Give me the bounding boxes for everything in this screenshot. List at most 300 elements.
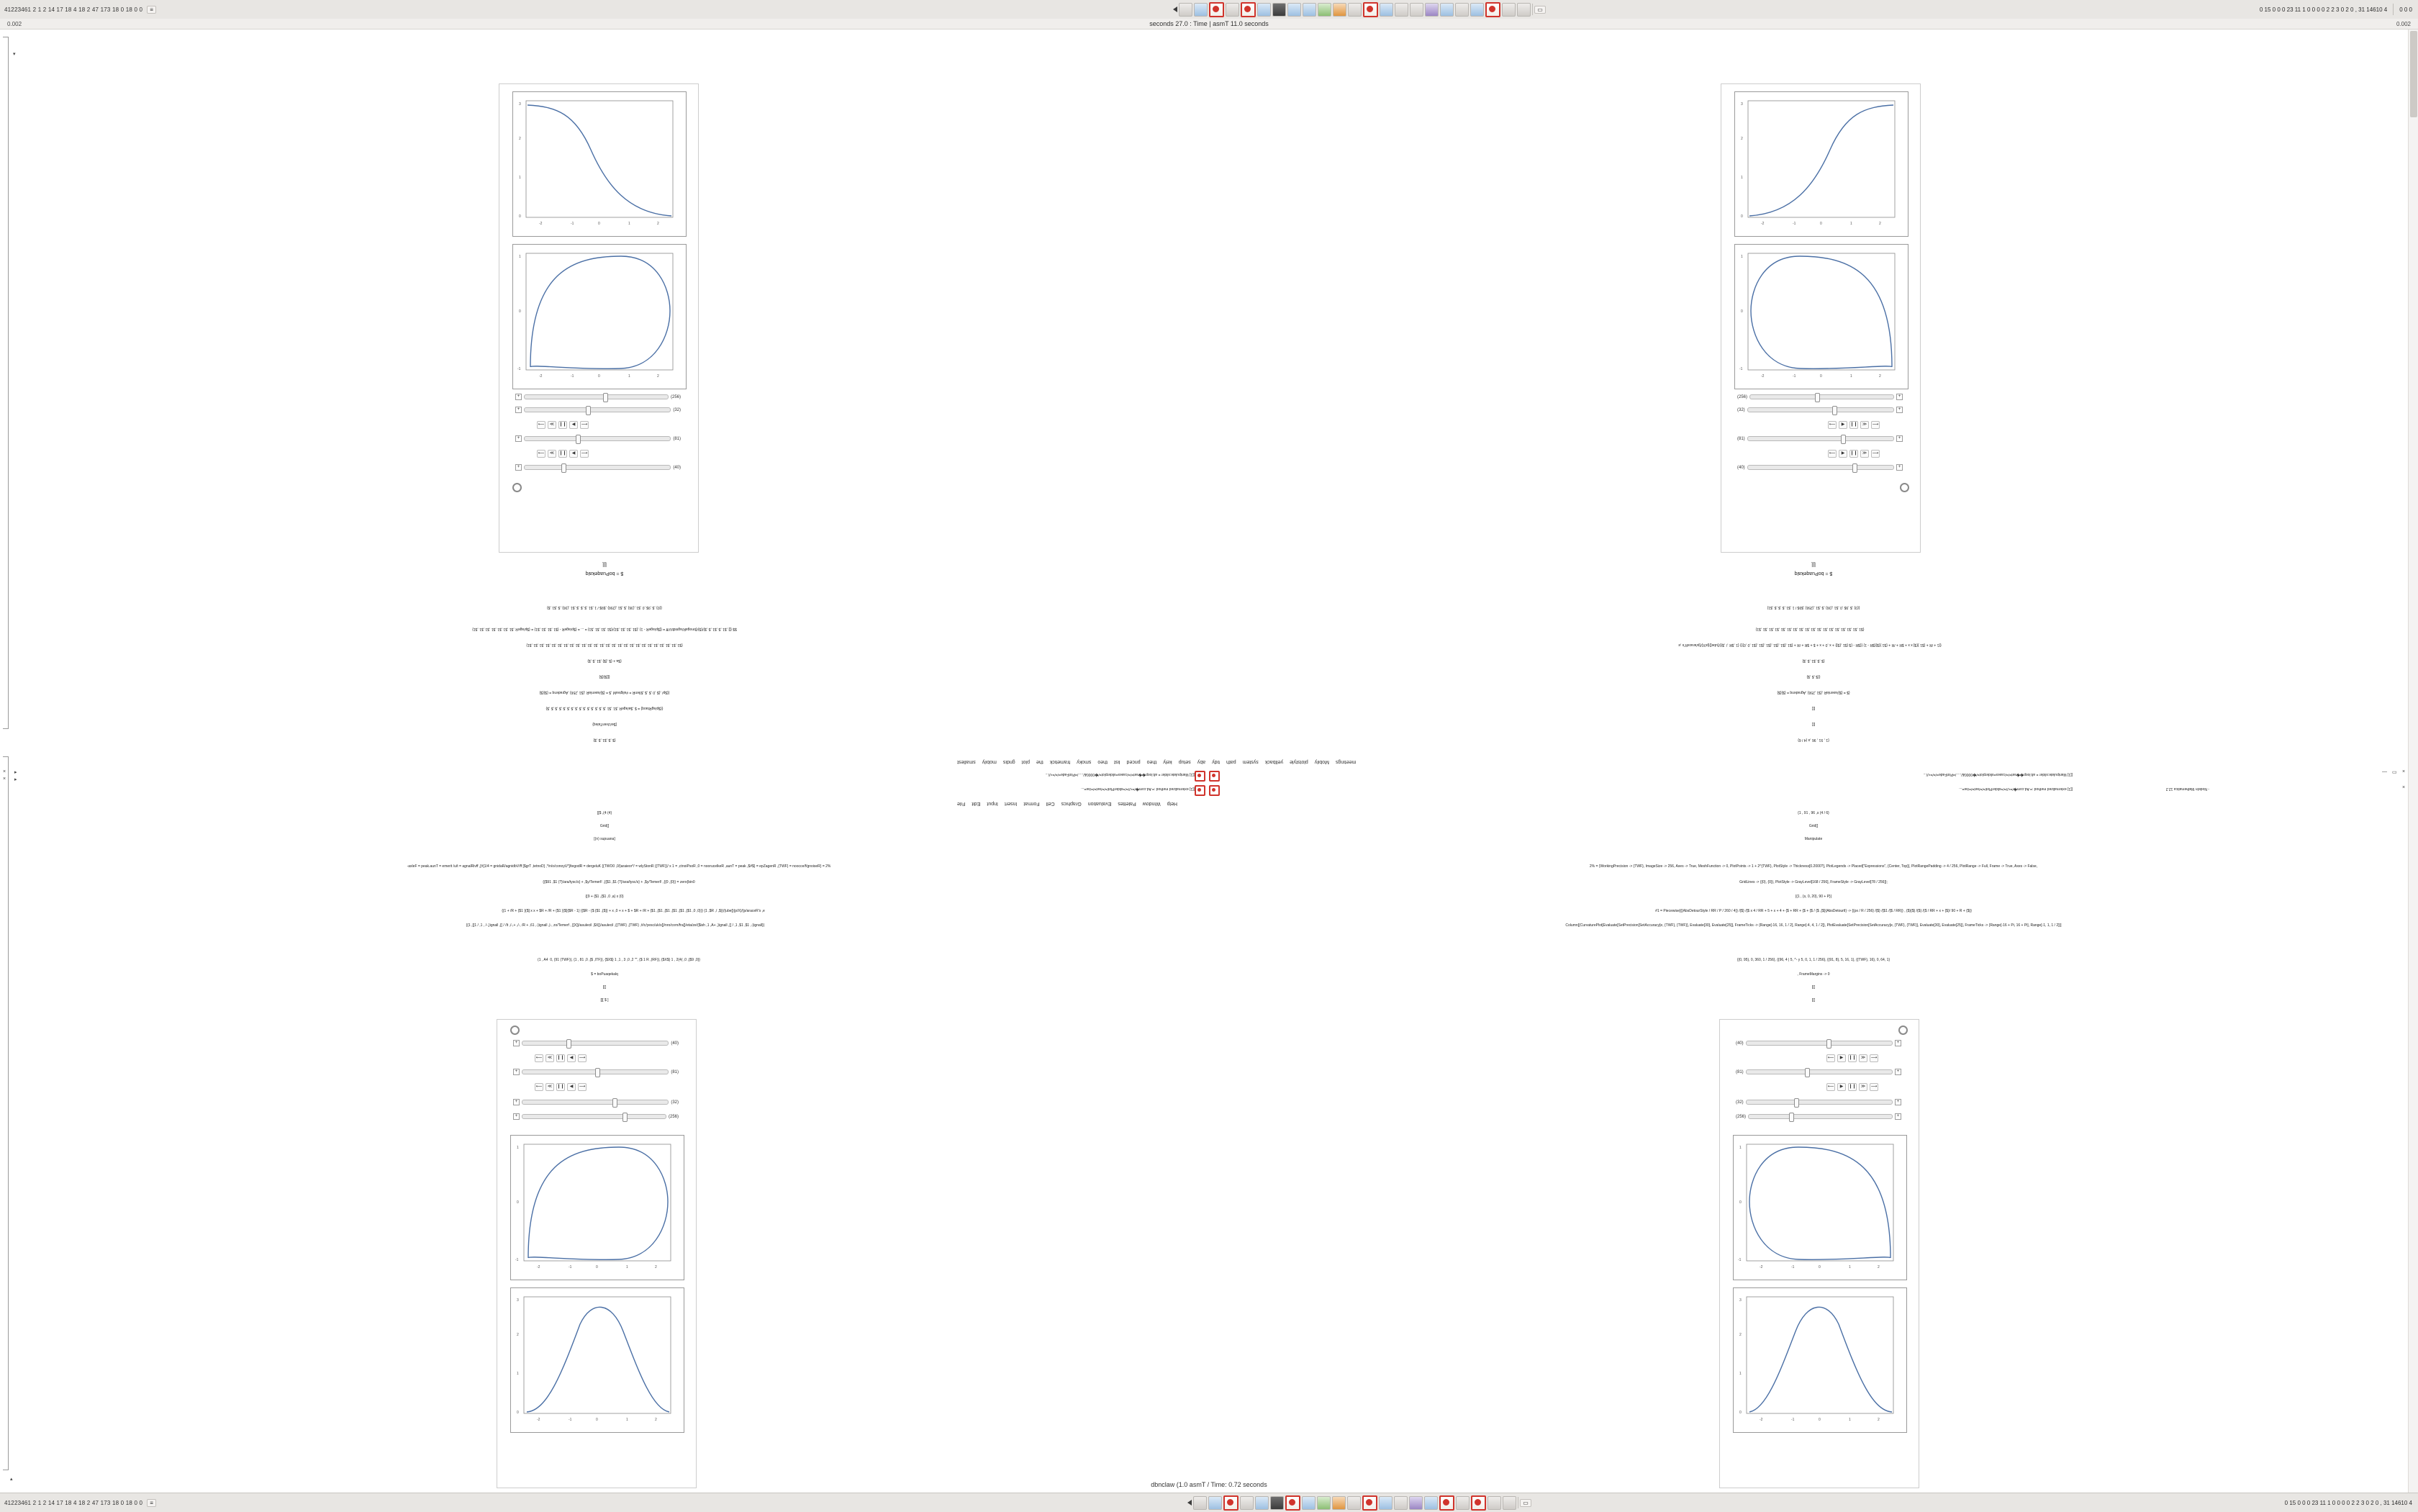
error-icon-4[interactable]: [1209, 785, 1220, 796]
slider-3[interactable]: [522, 1100, 669, 1105]
editor-icon[interactable]: [1302, 1496, 1316, 1510]
br-text-2: Grid[[: [1808, 824, 1819, 828]
cloud-icon[interactable]: [1488, 1496, 1501, 1510]
add-control-icon[interactable]: +: [1895, 1069, 1901, 1075]
svg-text:0: 0: [519, 214, 521, 219]
add-control-icon[interactable]: +: [515, 435, 522, 442]
add-control-icon[interactable]: +: [1895, 1113, 1901, 1120]
manipulate-panel-bottom-right[interactable]: [1719, 1019, 1919, 1488]
plot-top-right-lower: [1734, 244, 1908, 389]
control-row-4[interactable]: [1737, 464, 1903, 471]
add-control-icon[interactable]: +: [1896, 435, 1903, 442]
monitor-icon[interactable]: [1517, 3, 1531, 17]
slider-1[interactable]: [522, 1041, 669, 1046]
step-back-button[interactable]: ⟵: [537, 421, 545, 429]
add-control-icon[interactable]: +: [513, 1040, 520, 1046]
tr-line-f5: {$ ,$ ,$1 ,$ ,$}: [1802, 658, 1825, 663]
tr-line-f7: {{$ ,$ ,$}: [1806, 674, 1821, 679]
media-icon[interactable]: [1240, 1496, 1254, 1510]
menu-aby[interactable]: tidy: [1212, 759, 1220, 764]
slider-1[interactable]: [524, 394, 669, 399]
step-back-button[interactable]: ⟵: [1826, 1054, 1835, 1062]
slider-4[interactable]: [1747, 465, 1894, 470]
menu-frametick[interactable]: frametick: [1049, 759, 1071, 764]
svg-text:2: 2: [1739, 1333, 1742, 1337]
menu-insert[interactable]: Insert: [1004, 801, 1018, 806]
control-row-2[interactable]: [1737, 407, 1903, 413]
svg-text:1: 1: [519, 255, 521, 259]
menu-help[interactable]: Help: [1167, 801, 1177, 806]
svg-text:2: 2: [1741, 137, 1743, 141]
plot-top-right-upper: [1734, 91, 1908, 237]
notes-icon[interactable]: [1333, 3, 1346, 17]
svg-text:0: 0: [517, 1200, 519, 1205]
add-control-icon[interactable]: +: [1896, 394, 1903, 400]
animate-buttons-1[interactable]: [537, 421, 589, 429]
animate-buttons-2[interactable]: [535, 1083, 587, 1091]
svg-text:2: 2: [519, 137, 521, 141]
control-row-3[interactable]: [515, 435, 681, 442]
control-row-4[interactable]: [515, 464, 681, 471]
notebook-scrollbar[interactable]: [2408, 30, 2418, 1493]
menu-smoky[interactable]: aby: [1197, 759, 1206, 764]
plot-top-right-upper-svg: [1735, 92, 1908, 236]
step-back-button[interactable]: ⟵: [1828, 421, 1837, 429]
play-reverse-button[interactable]: ≪: [548, 450, 556, 458]
br-text-4: 2% = {WorkingPrecision -> {TWF}, ImageSize -> 256, Axes -> True, MeshFunction -> 0, PlotPoints -> 1 + 2^{TWF}, PlotStyle -> Thickness[0.2000?], PlotLegends -> Placed["Expressions", {Center, Top}], PlotRangePadding -> 4 / 256, PlotRange -> Full, Frame -> True, Axes -> False,: [1589, 864, 2038, 869]
map-icon[interactable]: [1440, 3, 1454, 17]
recorder-icon[interactable]: [1223, 1495, 1239, 1511]
manipulate-panel-bottom-left[interactable]: [497, 1019, 697, 1488]
error-icon-3[interactable]: [1195, 785, 1205, 796]
divider: [1532, 4, 1533, 15]
svg-text:-2: -2: [1760, 1418, 1763, 1422]
svg-text:-2: -2: [1761, 374, 1765, 379]
settings-gear-icon[interactable]: [512, 483, 522, 492]
scroll-left-icon[interactable]: [1173, 6, 1177, 12]
svg-text:2: 2: [1879, 374, 1881, 379]
media-icon[interactable]: [1226, 3, 1239, 17]
menu-the[interactable]: smoky: [1077, 759, 1092, 764]
shield-icon[interactable]: [1439, 1495, 1454, 1511]
inner-close-icon[interactable]: ×: [2402, 785, 2406, 790]
play-reverse-button[interactable]: ≪: [545, 1083, 554, 1091]
menu-yellback[interactable]: gridis: [1002, 759, 1015, 764]
svg-text:1: 1: [519, 176, 521, 180]
calc-icon[interactable]: [1317, 1496, 1331, 1510]
cell-bracket-bottom[interactable]: [3, 756, 9, 1470]
play-forward-button[interactable]: ≫: [1860, 450, 1869, 458]
bottom-panel-menu-button[interactable]: ≡: [147, 1499, 156, 1507]
browser-icon[interactable]: [1255, 1496, 1269, 1510]
plot-top-right-lower-svg: [1735, 245, 1908, 389]
svg-text:0: 0: [1820, 374, 1822, 379]
svg-text:0: 0: [596, 1265, 598, 1269]
add-control-icon[interactable]: +: [515, 394, 522, 400]
pause-button[interactable]: ❙❙: [1848, 1054, 1857, 1062]
svg-text:1: 1: [628, 374, 630, 379]
svg-text:0: 0: [598, 222, 600, 226]
svg-text:1: 1: [1850, 374, 1852, 379]
error-message-1b: [[1] Manipulate:slider = alt.loop��set=/=/cases=sliderplot=/�0000&/...../=PlotFade=/=/=<//...: [1923, 772, 2073, 777]
inner-menubar-bottom[interactable]: [957, 801, 1177, 806]
tl-line-f4: {$1 ,$1 ,$1 ,$1 ,$1 ,$1 ,$1 ,$1 ,$1 ,$1 ,$1 ,$1 ,$1 ,$1 ,$1 ,$1 ,$1 ,$1 ,$1 ,$1 ,$1 ,$1 ,$1 ,$1 ,$1 ,$1}: [526, 643, 683, 647]
settings-icon[interactable]: [1348, 3, 1362, 17]
top-panel-clock: 41223461 2 1 2 14 17 18 4 18 2 47 173 18 0 18 0 0: [4, 6, 143, 13]
svg-text:0: 0: [1819, 1265, 1821, 1269]
menu-list[interactable]: theo: [1146, 759, 1157, 764]
play-reverse-button[interactable]: ▶: [1837, 1083, 1846, 1091]
music-icon[interactable]: [1394, 1496, 1408, 1510]
control-row-2[interactable]: [515, 407, 681, 413]
manipulate-panel-top-left[interactable]: [499, 83, 699, 553]
menu-mobily[interactable]: yellback: [1264, 759, 1284, 764]
pause-button[interactable]: ❙❙: [556, 1054, 565, 1062]
slider-4[interactable]: [1748, 1114, 1893, 1119]
slider-2[interactable]: [522, 1069, 669, 1074]
play-forward-button[interactable]: ≫: [1859, 1083, 1867, 1091]
plot-bottom-right-lower: [1733, 1287, 1907, 1433]
tl-label-manipulate: $ = boPuaqekalq: [585, 571, 624, 576]
app-icon[interactable]: [1193, 1496, 1207, 1510]
error-icon-1[interactable]: [1195, 771, 1205, 782]
show-desktop-button[interactable]: ▭: [1520, 1499, 1531, 1507]
br-text-8: Column[{CurvaturePlot[Evaluate[SetPrecision[SetAccuracy[e, {TWF}, {TWF}], Evaluate[30], Evaluate[25]], FrameTicks -> {Range[-16, 16, 1 / 2], Range[-4, 4, 1 / 2]}, PlotEvaluate[SetPrecision[SetAccuracy[e, {TWF}, {TWF}], Evaluate[30], Evaluate[25]], FrameTicks -> {Range[-16 + Pi, 16 + Pi], Range[-1, 1, 1 / 2]}]: [1565, 923, 2062, 928]
window-maximize-icon[interactable]: ▭: [2392, 770, 2397, 775]
control-row-1[interactable]: [1736, 1040, 1901, 1046]
photo-icon[interactable]: [1380, 3, 1393, 17]
recorder-icon[interactable]: [1209, 2, 1224, 17]
menu-palettes[interactable]: Palettes: [1118, 801, 1136, 806]
scroll-left-icon[interactable]: [1187, 1500, 1192, 1506]
control-row-2[interactable]: [1736, 1069, 1901, 1075]
pause-button[interactable]: ❙❙: [558, 450, 567, 458]
editor-icon[interactable]: [1287, 3, 1301, 17]
alert-icon[interactable]: [1471, 1495, 1486, 1511]
tr-line-f3: {$1 ,$1 ,$1 ,$1 ,$1 ,$1 ,$1 ,$1 ,$1 ,$1 ,$1 ,$1 ,$1 ,$1 ,$1 ,$1 ,$1 ,$1}: [1755, 627, 1865, 631]
slider-4[interactable]: [522, 1114, 666, 1119]
play-reverse-button[interactable]: ▶: [1837, 1054, 1846, 1062]
slider-2-value: (32): [673, 407, 681, 412]
add-control-icon[interactable]: +: [515, 464, 522, 471]
control-row-3[interactable]: [1737, 435, 1903, 442]
top-panel-tasklist: [767, 2, 1952, 17]
svg-text:1: 1: [626, 1265, 628, 1269]
tr-line-head3: {1 , 91 , 96 ,s (4 / 6}: [1798, 738, 1829, 742]
top-panel-status: 0 15 0 0 0 23 11 1 0 0 0 0 2 2 3 0 2 0 , 31 14610 4: [2259, 6, 2388, 13]
step-forward-button[interactable]: ⟶: [580, 450, 589, 458]
menu-graphics[interactable]: Graphics: [1061, 801, 1082, 806]
pause-button[interactable]: ❙❙: [1848, 1083, 1857, 1091]
app-icon[interactable]: [1179, 3, 1192, 17]
menu-setup[interactable]: Mobily: [1314, 759, 1330, 764]
plot-bottom-left-lower-svg: [511, 1288, 684, 1432]
control-row-2[interactable]: [513, 1069, 679, 1075]
menu-priced[interactable]: priced: [1126, 759, 1141, 764]
menu-file[interactable]: File: [957, 801, 966, 806]
menu-window[interactable]: Window: [1142, 801, 1161, 806]
settings-gear-icon[interactable]: [1900, 483, 1909, 492]
slider-2[interactable]: [1746, 1069, 1893, 1074]
bottom-panel-left: [0, 1499, 767, 1507]
br-text-5: GridLines -> {{0}, {0}}, PlotStyle -> GrayLevel[168 / 256], FrameStyle -> GrayLevel[78 / 256]};: [1739, 880, 1888, 884]
menu-path[interactable]: smallest: [957, 759, 976, 764]
control-row-3[interactable]: [1736, 1099, 1901, 1105]
svg-text:-1: -1: [571, 374, 574, 379]
map-icon[interactable]: [1424, 1496, 1438, 1510]
slider-1-value: (256): [670, 394, 681, 399]
animate-buttons-1[interactable]: [1826, 1054, 1878, 1062]
notes-icon[interactable]: [1332, 1496, 1346, 1510]
tr-line-f4b: {$ = {$}/asenlaR ,{$1 ,256} ,Agradenq = {$}{$}: [1777, 690, 1850, 694]
svg-text:0: 0: [1741, 309, 1743, 314]
add-control-icon[interactable]: +: [1895, 1099, 1901, 1105]
svg-text:2: 2: [657, 222, 659, 226]
svg-text:-2: -2: [1761, 222, 1765, 226]
pause-button[interactable]: ❙❙: [1849, 450, 1858, 458]
add-control-icon[interactable]: +: [513, 1113, 520, 1120]
slider-3-value: (32): [1736, 1100, 1744, 1105]
chat-icon[interactable]: [1425, 3, 1439, 17]
slider-1[interactable]: [1746, 1041, 1893, 1046]
plot-bottom-right-lower-svg: [1734, 1288, 1906, 1432]
notebook-canvas[interactable]: [0, 30, 2418, 1493]
svg-text:2: 2: [1878, 1418, 1880, 1422]
svg-text:3: 3: [517, 1298, 519, 1303]
bl-text-1: [[$ ,(4 (4}: [597, 811, 612, 815]
archive-icon[interactable]: [1362, 1495, 1377, 1511]
svg-text:0: 0: [596, 1418, 598, 1422]
pause-button[interactable]: ❙❙: [1849, 421, 1858, 429]
gutter-marker-3: ×: [3, 777, 6, 782]
svg-text:-1: -1: [1791, 1265, 1795, 1269]
settings-icon[interactable]: [1347, 1496, 1361, 1510]
step-back-button[interactable]: ⟵: [535, 1083, 543, 1091]
menu-step[interactable]: meetings: [1336, 759, 1357, 764]
settings-gear-icon[interactable]: [1898, 1026, 1908, 1035]
menu-evaluation[interactable]: Evaluation: [1087, 801, 1112, 806]
window-minimize-icon[interactable]: —: [2382, 769, 2387, 774]
play-forward-button[interactable]: ◀: [567, 1083, 576, 1091]
br-text-7: #1 = Piecewise[{{AbsDetourStyle / RR / P / 260 / 4}} /{$} /{$ x 4 / RR + 5 + x + 4 + {$ + RR + {$ + {$ / {$ ,{$}{AbsDetourtl} -> {{px / R / 256} /{$} /{$1 /{$ / RR}} , {$}{$} /{$} /{$ / RR + x + {$}/ 90 + R + {$}}: [1655, 909, 1972, 913]
play-reverse-button[interactable]: ▶: [1839, 450, 1847, 458]
menu-gridis[interactable]: list: [1113, 759, 1120, 764]
menu-input[interactable]: Input: [987, 801, 998, 806]
svg-text:-1: -1: [515, 1258, 519, 1262]
play-forward-button[interactable]: ◀: [569, 421, 578, 429]
calendar-icon[interactable]: [1456, 1496, 1470, 1510]
br-text-9: {{0, 95}, 0, 360, 1 / 256}, {{96, 4 | 5, ^- y 5, 0, 1, 1 / 256}, {{91, 8}, 5, 16, 1}, {{TWF}, 16}, 0, 64, 1}: [1736, 958, 1891, 962]
svg-text:1: 1: [628, 222, 630, 226]
br-text-12: [[[: [1811, 998, 1816, 1002]
menu-kely[interactable]: path: [1226, 759, 1236, 764]
bl-text-11: [[[: [602, 985, 607, 990]
menu-plotstyle[interactable]: plot: [1021, 759, 1030, 764]
slider-3[interactable]: [1746, 1100, 1893, 1105]
manipulate-panel-top-right[interactable]: [1721, 83, 1921, 553]
step-forward-button[interactable]: ⟶: [1870, 1054, 1878, 1062]
menu-meetings[interactable]: plotstyle: [1290, 759, 1308, 764]
play-reverse-button[interactable]: ▶: [1839, 421, 1847, 429]
error-message-2: [[1] externalized method := Ad.com�/=<//=/=sliderPlot/=/=/set=/=/se=...: [1081, 787, 1195, 791]
clock-icon[interactable]: [1470, 3, 1484, 17]
slider-3[interactable]: [1747, 436, 1894, 441]
menu-theo[interactable]: kely: [1163, 759, 1172, 764]
svg-text:1: 1: [1850, 222, 1852, 226]
step-back-button[interactable]: ⟵: [537, 450, 545, 458]
bottom-panel-clock: 41223461 2 1 2 14 17 18 4 18 2 47 173 18 0 18 0 0: [4, 1499, 143, 1506]
slider-1[interactable]: [1749, 394, 1894, 399]
record-icon[interactable]: [1241, 2, 1256, 17]
svg-text:-2: -2: [539, 222, 543, 226]
terminal-icon[interactable]: [1272, 3, 1286, 17]
record-icon[interactable]: [1285, 1495, 1300, 1511]
br-text-1: {1 , 91 , 96 ,s (4 / 6}: [1798, 811, 1829, 815]
control-row-1[interactable]: [515, 394, 681, 400]
video-icon[interactable]: [1410, 3, 1423, 17]
svg-text:0: 0: [1739, 1200, 1742, 1205]
menu-edit[interactable]: Edit: [972, 801, 981, 806]
add-control-icon[interactable]: +: [1896, 464, 1903, 471]
pause-button[interactable]: ❙❙: [556, 1083, 565, 1091]
play-reverse-button[interactable]: ≪: [548, 421, 556, 429]
add-control-icon[interactable]: +: [515, 407, 522, 413]
archive-icon[interactable]: [1363, 2, 1378, 17]
control-row-4[interactable]: [1736, 1113, 1901, 1120]
menu-tidy[interactable]: setup: [1178, 759, 1191, 764]
menu-plotrange[interactable]: the: [1036, 759, 1043, 764]
slider-2-value: (81): [1736, 1069, 1744, 1074]
step-back-button[interactable]: ⟵: [1826, 1083, 1835, 1091]
play-reverse-button[interactable]: ≪: [545, 1054, 554, 1062]
step-back-button[interactable]: ⟵: [1828, 450, 1837, 458]
top-panel-menu-button[interactable]: ≡: [147, 6, 156, 14]
svg-text:-1: -1: [1739, 367, 1743, 371]
svg-text:-1: -1: [569, 1418, 572, 1422]
step-forward-button[interactable]: ⟶: [1871, 450, 1880, 458]
plot-bottom-left-upper: [510, 1135, 684, 1280]
music-icon[interactable]: [1395, 3, 1408, 17]
calendar-icon[interactable]: [1455, 3, 1469, 17]
control-row-3[interactable]: [513, 1099, 679, 1105]
play-forward-button[interactable]: ≫: [1859, 1054, 1867, 1062]
svg-text:2: 2: [655, 1265, 657, 1269]
tl-line-f6: {{$p/ ,{$ ,0 ,$ ,$ ,$9enR = #aligivaM ,$ = {$}/asenlaR ,{$1 ,256} ,Agradenq = {$}{$}: [539, 690, 670, 694]
cell-bracket-top[interactable]: [3, 37, 9, 729]
play-forward-button[interactable]: ◀: [567, 1054, 576, 1062]
menu-plot[interactable]: theo: [1097, 759, 1108, 764]
inner-menubar-top[interactable]: [957, 759, 1356, 764]
top-panel: [0, 0, 2418, 19]
svg-text:3: 3: [519, 102, 521, 107]
bottom-panel-tasklist: [767, 1495, 1952, 1511]
slider-2[interactable]: [1747, 407, 1894, 412]
add-control-icon[interactable]: +: [513, 1099, 520, 1105]
tr-line-f4: {{1 + /R + {$1 }{$] x x + $R + /R + {$1 }{$}{$R - 1} {{$R - {$ {$1 ,{$}} + x ,0 + x + $ + $R + /R + {$1 ,{$1 ,{$1 ,{$1 ,{$1 ,{$1 ,0 ,0}}} {1 ,$R ,/ ,$}{/{ube[}{p/X}/{p/araceR's ,e: [1678, 643, 1942, 647]
gutter-marker-1: ▾: [13, 52, 16, 57]
slider-1-value: (256): [1737, 394, 1748, 399]
svg-text:-2: -2: [537, 1418, 540, 1422]
svg-text:0: 0: [1741, 214, 1743, 219]
play-forward-button[interactable]: ◀: [569, 450, 578, 458]
svg-text:-1: -1: [1791, 1418, 1795, 1422]
settings-gear-icon[interactable]: [510, 1026, 520, 1035]
show-desktop-button[interactable]: ▭: [1534, 6, 1546, 14]
chat-icon[interactable]: [1409, 1496, 1423, 1510]
add-control-icon[interactable]: +: [1895, 1040, 1901, 1046]
br-text-3: Manipulate: [1804, 837, 1823, 841]
step-forward-button[interactable]: ⟶: [1870, 1083, 1878, 1091]
browser-icon[interactable]: [1257, 3, 1271, 17]
bl-text-2: Grid[[: [599, 824, 610, 828]
slider-2-value: (32): [1737, 407, 1745, 412]
bl-text-3: [(n) supuana]: [594, 837, 615, 841]
animate-buttons-2[interactable]: [1828, 450, 1880, 458]
animate-buttons-2[interactable]: [1826, 1083, 1878, 1091]
plot-top-left-lower: [512, 244, 687, 389]
control-row-1[interactable]: [513, 1040, 679, 1046]
notebook-scrollbar-thumb[interactable]: [2410, 31, 2417, 117]
shield-icon[interactable]: [1485, 2, 1500, 17]
divider: [2393, 4, 2394, 15]
menu-smallest[interactable]: system: [1242, 759, 1259, 764]
step-forward-button[interactable]: ⟶: [580, 421, 589, 429]
cloud-icon[interactable]: [1502, 3, 1516, 17]
menu-format[interactable]: Format: [1023, 801, 1040, 806]
add-control-icon[interactable]: +: [1896, 407, 1903, 413]
window-close-icon[interactable]: ×: [2402, 769, 2406, 774]
photo-icon[interactable]: [1379, 1496, 1393, 1510]
tr-label-manipulate: $ = boPuaqekalq: [1794, 571, 1833, 576]
pause-button[interactable]: ❙❙: [558, 421, 567, 429]
step-forward-button[interactable]: ⟶: [1871, 421, 1880, 429]
svg-text:-1: -1: [571, 222, 574, 226]
window-titlebar: [0, 19, 2418, 30]
calc-icon[interactable]: [1318, 3, 1331, 17]
slider-3[interactable]: [524, 436, 671, 441]
error-icon-2[interactable]: [1209, 771, 1220, 782]
animate-buttons-2[interactable]: [537, 450, 589, 458]
files-icon[interactable]: [1208, 1496, 1222, 1510]
files-icon[interactable]: [1194, 3, 1208, 17]
terminal-icon[interactable]: [1270, 1496, 1284, 1510]
add-control-icon[interactable]: +: [513, 1069, 520, 1075]
svg-text:2: 2: [1878, 1265, 1880, 1269]
slider-4[interactable]: [524, 465, 671, 470]
control-row-1[interactable]: [1737, 394, 1903, 400]
step-forward-button[interactable]: ⟶: [578, 1083, 587, 1091]
plot-top-left-lower-svg: [513, 245, 686, 389]
tl-line-f10: {$ ,$ ,$1 ,$ ,$}: [593, 738, 616, 742]
tl-line-f2: {(0} ,$ ,9$ ,0 ,$1 ,(36} ,$ ,$1 ,(256} ,$9$ / 1 ,$1 ,$ ,$ ,$ ,$1 ,(36} ,$ ,$1 ,$}: [547, 605, 662, 610]
plot-top-left-upper-svg: [513, 92, 686, 236]
menu-system[interactable]: mobily: [982, 759, 997, 764]
monitor-icon[interactable]: [1503, 1496, 1516, 1510]
step-back-button[interactable]: ⟵: [535, 1054, 543, 1062]
bl-text-8: {{1 ,[[1 / ,1 , /-,}ignall ,[[ / /It ,/-,+ ,/-, /R + ,61 ,-}ignall ,|-, zo/Temerf , [[X]}/asulecil ,$X[}/asulecil ,{{TWF} ,{TWF} ,#/c/yesc/uk/s[}/nro/corn/fra[}/eta/ze/{$ish ,1 ,A+ ,}ignall ,[[ / ,1 ,$1 ,$1 ,-}ignall}}: [466, 923, 765, 928]
slider-2[interactable]: [524, 407, 671, 412]
gutter-marker-6: ▴: [10, 1477, 13, 1482]
animate-buttons-1[interactable]: [535, 1054, 587, 1062]
animate-buttons-1[interactable]: [1828, 421, 1880, 429]
control-row-4[interactable]: [513, 1113, 679, 1120]
slider-2-value: (81): [671, 1069, 679, 1074]
step-forward-button[interactable]: ⟶: [578, 1054, 587, 1062]
play-forward-button[interactable]: ≫: [1860, 421, 1869, 429]
mail-icon[interactable]: [1303, 3, 1316, 17]
tl-line-f9: {[[$}{$}: [599, 674, 610, 679]
menu-cell[interactable]: Cell: [1046, 801, 1055, 806]
